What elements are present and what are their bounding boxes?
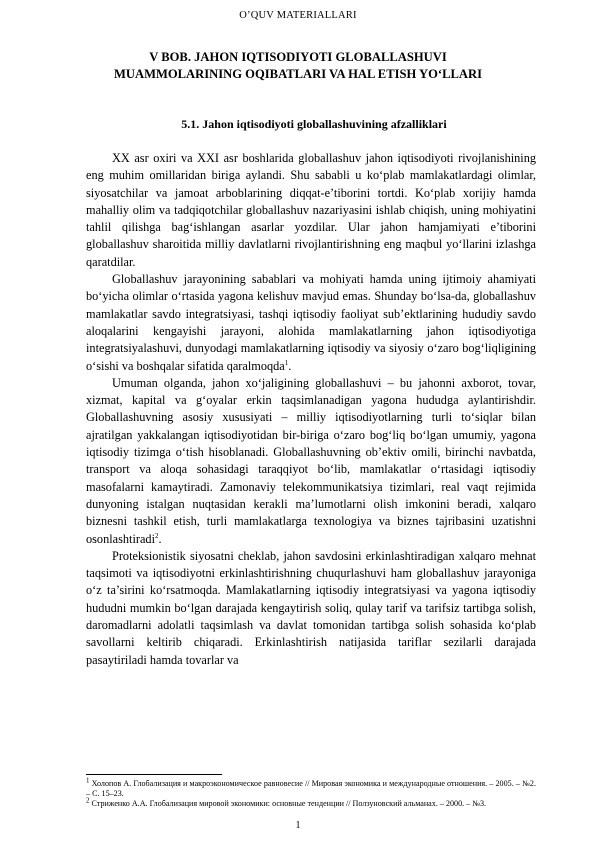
chapter-title [60, 49, 536, 83]
footnote-mark: 2 [86, 796, 90, 805]
paragraph-3 [86, 375, 536, 548]
footnotes [86, 776, 536, 810]
footnote-text: Стриженко А.А. Глобализация мировой экономики: основные тенденции // Ползуновский альманах. – 2000. – №3. [89, 799, 487, 809]
paragraph-end-punct: . [158, 531, 162, 546]
chapter-title-line-2: MUAMMOLARINING OQIBATLARI VA HAL ETISH YO‘LLARI [114, 67, 482, 81]
paragraph-end-punct: . [288, 358, 292, 373]
paragraph-1 [86, 150, 536, 271]
paragraph-4 [86, 548, 536, 669]
footnote-2 [86, 796, 536, 809]
page-number: 1 [295, 820, 301, 831]
chapter-title-line-1: V BOB. JAHON IQTISODIYOTI GLOBALLASHUVI [149, 50, 447, 64]
footnote-mark: 1 [86, 776, 90, 785]
footnote-ref-1[interactable]: 1 [284, 358, 289, 367]
body-text [86, 150, 536, 669]
paragraph-2 [86, 271, 536, 375]
paragraph-text: XX asr oxiri va XXI asr boshlarida globallashuv jahon iqtisodiyoti rivojlanishining eng muhim omillaridan biriga aylandi. Shu sababli u ko‘plab mamlakatlardagi olimlar, siyosatchilar va jamoat arboblarining diqqat-e’tiborini tortdi. Ko‘plab xorijiy hamda mahalliy olim va tadqiqotchilar globallashuv nazariyasini ishlab chiqish, uning mohiyatini tahlil qilishga bag‘ishlangan asarlar yozdilar. Ular jahon hamjamiyati e’tiborini globallashuv sharoitida milliy davlatlarni rivojlantirishning eng maqbul yo‘llarini izlashga qaratdilar. [86, 151, 536, 269]
footnote-1 [86, 776, 536, 799]
running-header: O’QUV MATERIALLARI [239, 10, 357, 21]
footnote-divider [86, 774, 222, 775]
footnote-ref-2[interactable]: 2 [155, 531, 159, 540]
section-title: 5.1. Jahon iqtisodiyoti globallashuvining afzalliklari [181, 117, 447, 131]
paragraph-text: Proteksionistik siyosatni cheklab, jahon savdosini erkinlashtiradigan xalqaro mehnat taqsimoti va iqtisodiyotni erkinlashtirishning chuqurlashuvi ham globallashuv jarayoniga o‘z ta’sirini ko‘rsatmoqda. Mamlakatlarning iqtisodiy integratsiyasi va yagona iqtisodiy hududni mumkin bo‘lgan darajada kengaytirish soliq, qulay tarif va tarifsiz tartibga solish, daromadlarni adolatli taqsimlash va davlat tomonidan tartibga solish sohasida ko‘plab savollarni keltirib chiqaradi. Erkinlashtirish natijasida tariflar sezilarli darajada pasaytiriladi hamda tovarlar va [86, 548, 536, 667]
paragraph-text: Umuman olganda, jahon xo‘jaligining globallashuvi – bu jahonni axborot, tovar, xizmat, kapital va g‘oyalar erkin taqsimlanadigan yagona hududga aylantirishdir. Globallashuvning asosiy xususiyati – milliy iqtisodiyotlarning turli to‘siqlar bilan ajratilgan yakkalangan iqtisodiyotidan bir-biriga o‘zaro bog‘liq bo‘lgan umumiy, yagona iqtisodiy tizimga o‘tish hisoblanadi. Globallashuvning ob’ektiv omili, birinchi navbatda, transport va aloqa sohasidagi taraqqiyot bo‘lib, mamlakatlar o‘rtasidagi iqtisodiy masofalarni kamaytiradi. Zamonaviy telekommunikatsiya tizimlari, real vaqt rejimida dunyoning istalgan nuqtasidan kerakli ma’lumotlarni olish imkonini beradi, xalqaro biznesni tashkil etish, turli mamlakatlarga texnologiya va biznes tajribasini uzatishni osonlashtiradi [86, 375, 536, 546]
paragraph-text: Globallashuv jarayonining sabablari va mohiyati hamda uning ijtimoiy ahamiyati bo‘yicha olimlar o‘rtasida yagona kelishuv mavjud emas. Shunday bo‘lsa-da, globallashuv mamlakatlar savdo integratsiyasi, tashqi iqtisodiy faoliyat sub’ektlarining hududiy savdo aloqalarini kengayishi jarayoni, alohida mamlakatlarning jahon iqtisodiyotiga integratsiyalashuvi, dunyodagi mamlakatlarning iqtisodiy va siyosiy o‘zaro bog‘liqligining o‘sishi va boshqalar sifatida qaralmoqda [86, 272, 536, 373]
footnote-text: Холопов А. Глобализация и макроэкономическое равновесие // Мировая экономика и международные отношения. – 2005. – №2. – С. 15–23. [86, 779, 536, 799]
